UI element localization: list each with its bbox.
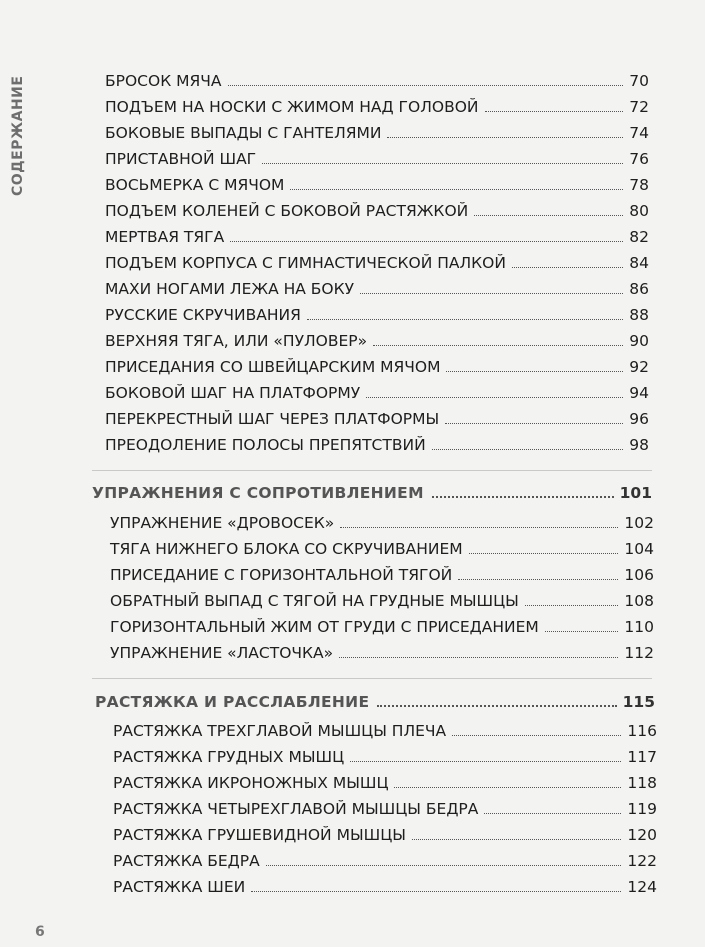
- toc-entry-label: БОКОВЫЕ ВЫПАДЫ С ГАНТЕЛЯМИ: [105, 124, 382, 142]
- toc-entry-label: РУССКИЕ СКРУЧИВАНИЯ: [105, 306, 301, 324]
- toc-entry-label: РАСТЯЖКА БЕДРА: [113, 852, 260, 870]
- toc-entry-page: 90: [629, 332, 649, 350]
- toc-entry[interactable]: [113, 742, 657, 766]
- dot-leader: [262, 163, 623, 164]
- dot-leader: [394, 787, 621, 788]
- dot-leader: [230, 241, 623, 242]
- toc-entry-label: ПРИСЕДАНИЕ С ГОРИЗОНТАЛЬНОЙ ТЯГОЙ: [110, 566, 453, 584]
- toc-entry[interactable]: [113, 768, 657, 792]
- dot-leader: [366, 397, 623, 398]
- dot-leader: [512, 267, 623, 268]
- toc-entry-page: 84: [629, 254, 649, 272]
- toc-entry[interactable]: [105, 222, 649, 246]
- dot-leader: [545, 631, 619, 632]
- toc-entry-label: ПЕРЕКРЕСТНЫЙ ШАГ ЧЕРЕЗ ПЛАТФОРМЫ: [105, 410, 440, 428]
- toc-entry-page: 124: [627, 878, 657, 896]
- side-title-text: СОДЕРЖАНИЕ: [10, 75, 26, 196]
- toc-entry[interactable]: [113, 716, 657, 740]
- toc-entry-page: 108: [624, 592, 654, 610]
- dot-leader: [387, 137, 623, 138]
- toc-entry-page: 112: [624, 644, 654, 662]
- toc-entry-label: ТЯГА НИЖНЕГО БЛОКА СО СКРУЧИВАНИЕМ: [110, 540, 463, 558]
- toc-entry[interactable]: [105, 326, 649, 350]
- dot-leader: [474, 215, 623, 216]
- dot-leader: [228, 85, 624, 86]
- toc-entry[interactable]: [105, 430, 649, 454]
- toc-entry[interactable]: [105, 144, 649, 168]
- toc-entry-page: 119: [627, 800, 657, 818]
- toc-entry-page: 120: [627, 826, 657, 844]
- toc-entry-label: ГОРИЗОНТАЛЬНЫЙ ЖИМ ОТ ГРУДИ С ПРИСЕДАНИЕМ: [110, 618, 539, 636]
- toc-entry-label: ПРЕОДОЛЕНИЕ ПОЛОСЫ ПРЕПЯТСТВИЙ: [105, 436, 426, 454]
- toc-entry-page: 110: [624, 618, 654, 636]
- toc-entry-label: МАХИ НОГАМИ ЛЕЖА НА БОКУ: [105, 280, 355, 298]
- toc-entry-page: 86: [629, 280, 649, 298]
- dot-leader: [373, 345, 623, 346]
- toc-entry[interactable]: [105, 378, 649, 402]
- toc-entry-label: ПОДЪЕМ КОЛЕНЕЙ С БОКОВОЙ РАСТЯЖКОЙ: [105, 202, 469, 220]
- page-number: 6: [35, 924, 45, 940]
- section-divider: [92, 678, 652, 679]
- section-heading[interactable]: [92, 478, 652, 502]
- toc-entry-page: 92: [629, 358, 649, 376]
- toc-entry-page: 70: [629, 72, 649, 90]
- toc-entry-label: ПОДЪЕМ НА НОСКИ С ЖИМОМ НАД ГОЛОВОЙ: [105, 98, 479, 116]
- toc-entry-label: БРОСОК МЯЧА: [105, 72, 222, 90]
- dot-leader: [340, 527, 618, 528]
- toc-entry-label: РАСТЯЖКА ТРЕХГЛАВОЙ МЫШЦЫ ПЛЕЧА: [113, 722, 447, 740]
- dot-leader: [484, 813, 621, 814]
- toc-entry[interactable]: [105, 118, 649, 142]
- toc-entry-page: 122: [627, 852, 657, 870]
- section-title: РАСТЯЖКА И РАССЛАБЛЕНИЕ: [95, 693, 370, 711]
- dot-leader: [445, 423, 623, 424]
- toc-entry-page: 74: [629, 124, 649, 142]
- dot-leader: [525, 605, 619, 606]
- toc-entry[interactable]: [110, 612, 654, 636]
- toc-entry-page: 102: [624, 514, 654, 532]
- toc-entry-label: РАСТЯЖКА ИКРОНОЖНЫХ МЫШЦ: [113, 774, 389, 792]
- toc-entry[interactable]: [110, 508, 654, 532]
- toc-entry[interactable]: [105, 196, 649, 220]
- toc-entry-page: 118: [627, 774, 657, 792]
- toc-entry-page: 82: [629, 228, 649, 246]
- toc-entry[interactable]: [113, 820, 657, 844]
- toc-entry-label: РАСТЯЖКА ЧЕТЫРЕХГЛАВОЙ МЫШЦЫ БЕДРА: [113, 800, 479, 818]
- toc-entry-label: ВЕРХНЯЯ ТЯГА, ИЛИ «ПУЛОВЕР»: [105, 332, 368, 350]
- section-page: 101: [619, 484, 652, 502]
- side-title: [10, 75, 28, 210]
- toc-entry-label: ПРИСТАВНОЙ ШАГ: [105, 150, 257, 168]
- toc-entry-page: 106: [624, 566, 654, 584]
- toc-entry-label: РАСТЯЖКА ШЕИ: [113, 878, 246, 896]
- dot-leader: [412, 839, 622, 840]
- toc-entry[interactable]: [105, 170, 649, 194]
- dot-leader: [290, 189, 623, 190]
- toc-entry[interactable]: [110, 560, 654, 584]
- section-title: УПРАЖНЕНИЯ С СОПРОТИВЛЕНИЕМ: [92, 484, 424, 502]
- dot-leader: [350, 761, 621, 762]
- dot-leader: [339, 657, 618, 658]
- toc-entry[interactable]: [105, 300, 649, 324]
- toc-entry-label: МЕРТВАЯ ТЯГА: [105, 228, 225, 246]
- toc-entry-page: 96: [629, 410, 649, 428]
- toc-entry[interactable]: [105, 92, 649, 116]
- toc-entry-page: 72: [629, 98, 649, 116]
- toc-entry-label: ПОДЪЕМ КОРПУСА С ГИМНАСТИЧЕСКОЙ ПАЛКОЙ: [105, 254, 506, 272]
- dot-leader: [377, 705, 616, 707]
- dot-leader: [469, 553, 619, 554]
- toc-entry-label: УПРАЖНЕНИЕ «ЛАСТОЧКА»: [110, 644, 334, 662]
- toc-entry[interactable]: [113, 872, 657, 896]
- toc-entry-label: ВОСЬМЕРКА С МЯЧОМ: [105, 176, 285, 194]
- toc-entry-page: 76: [629, 150, 649, 168]
- toc-entry[interactable]: [110, 638, 654, 662]
- dot-leader: [432, 449, 624, 450]
- toc-entry-page: 88: [629, 306, 649, 324]
- toc-entry-label: РАСТЯЖКА ГРУШЕВИДНОЙ МЫШЦЫ: [113, 826, 406, 844]
- toc-entry-page: 94: [629, 384, 649, 402]
- dot-leader: [251, 891, 621, 892]
- toc-entry[interactable]: [113, 794, 657, 818]
- dot-leader: [458, 579, 618, 580]
- dot-leader: [432, 496, 614, 498]
- dot-leader: [485, 111, 624, 112]
- dot-leader: [307, 319, 623, 320]
- toc-entry-label: БОКОВОЙ ШАГ НА ПЛАТФОРМУ: [105, 384, 361, 402]
- section-heading[interactable]: [95, 687, 655, 711]
- toc-entry[interactable]: [110, 534, 654, 558]
- toc-entry[interactable]: [110, 586, 654, 610]
- dot-leader: [266, 865, 622, 866]
- toc-entry[interactable]: [105, 66, 649, 90]
- dot-leader: [452, 735, 621, 736]
- section-divider: [92, 470, 652, 471]
- toc-entry[interactable]: [105, 248, 649, 272]
- toc-entry-page: 78: [629, 176, 649, 194]
- toc-entry-page: 117: [627, 748, 657, 766]
- toc-entry-label: ПРИСЕДАНИЯ СО ШВЕЙЦАРСКИМ МЯЧОМ: [105, 358, 441, 376]
- toc-entry-page: 116: [627, 722, 657, 740]
- dot-leader: [446, 371, 623, 372]
- toc-entry-label: ОБРАТНЫЙ ВЫПАД С ТЯГОЙ НА ГРУДНЫЕ МЫШЦЫ: [110, 592, 519, 610]
- dot-leader: [360, 293, 623, 294]
- toc-entry[interactable]: [105, 274, 649, 298]
- section-page: 115: [622, 693, 655, 711]
- toc-entry-page: 98: [629, 436, 649, 454]
- toc-entry[interactable]: [105, 404, 649, 428]
- toc-entry[interactable]: [105, 352, 649, 376]
- toc-entry-page: 104: [624, 540, 654, 558]
- toc-entry-label: УПРАЖНЕНИЕ «ДРОВОСЕК»: [110, 514, 335, 532]
- toc-entry[interactable]: [113, 846, 657, 870]
- toc-entry-label: РАСТЯЖКА ГРУДНЫХ МЫШЦ: [113, 748, 345, 766]
- toc-entry-page: 80: [629, 202, 649, 220]
